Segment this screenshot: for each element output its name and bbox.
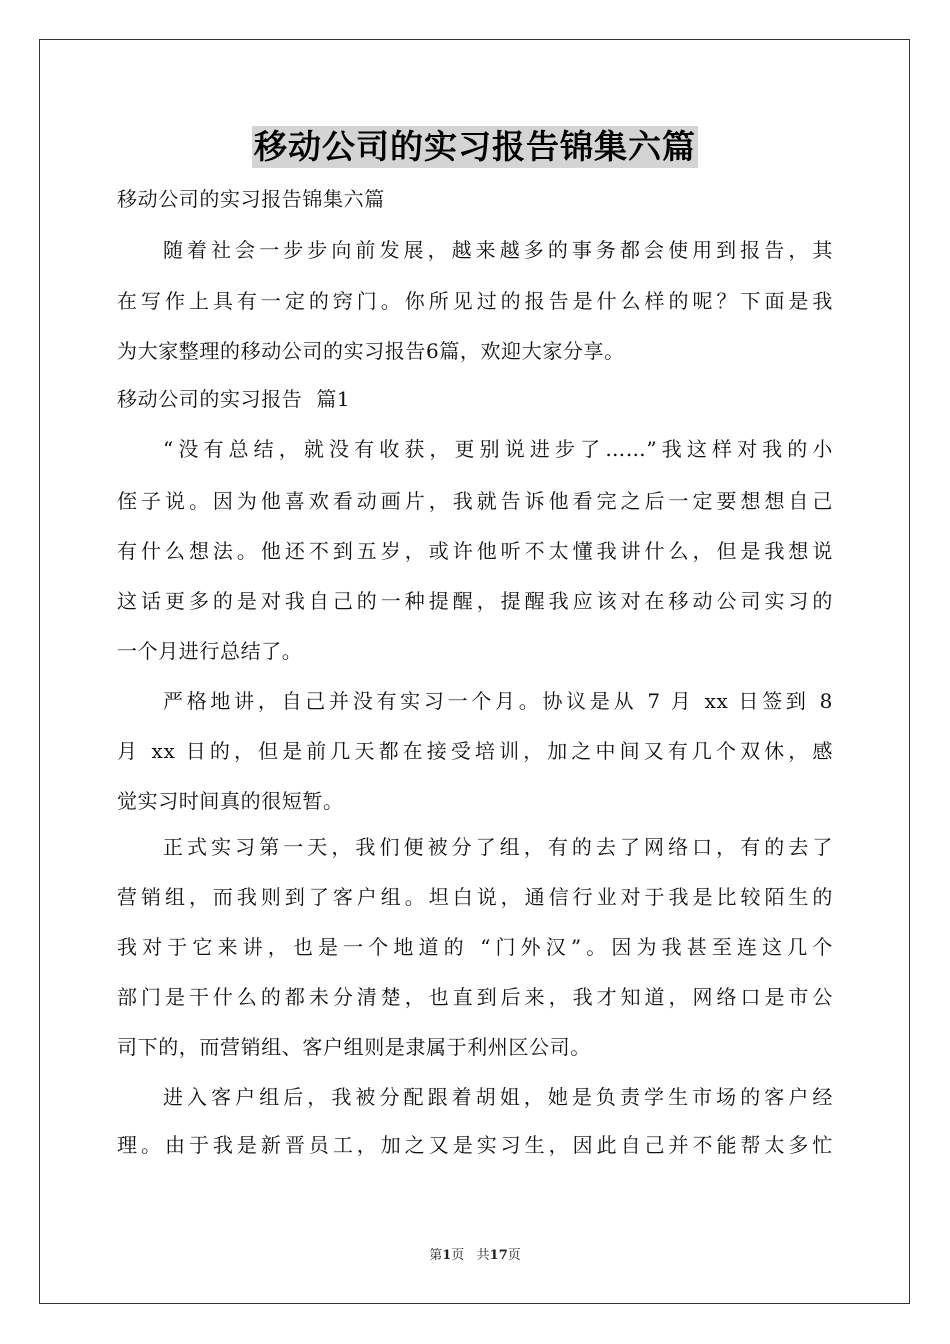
subtitle-line: 移动公司的实习报告锦集六篇 bbox=[117, 187, 385, 211]
page-footer bbox=[0, 1247, 950, 1265]
paragraph-line: 这话更多的是对我自己的一种提醒，提醒我应该对在移动公司实习的 bbox=[117, 589, 833, 613]
paragraph-line: 在写作上具有一定的窍门。你所见过的报告是什么样的呢？下面是我 bbox=[117, 289, 833, 313]
paragraph-line: 进入客户组后，我被分配跟着胡姐，她是负责学生市场的客户经 bbox=[163, 1085, 833, 1109]
section-heading: 移动公司的实习报告 篇1 bbox=[117, 387, 351, 411]
paragraph-line: 一个月进行总结了。 bbox=[117, 639, 303, 663]
paragraph-line: 严格地讲，自己并没有实习一个月。协议是从 7 月 xx 日签到 8 bbox=[163, 689, 833, 713]
paragraph-line: 随着社会一步步向前发展，越来越多的事务都会使用到报告，其 bbox=[163, 238, 833, 262]
paragraph-line: 有什么想法。他还不到五岁，或许他听不太懂我讲什么，但是我想说 bbox=[117, 539, 833, 563]
title-container bbox=[0, 126, 950, 168]
page-border bbox=[39, 39, 910, 1304]
paragraph-line: 理。由于我是新晋员工，加之又是实习生，因此自己并不能帮太多忙 bbox=[117, 1133, 833, 1157]
paragraph-line: 正式实习第一天，我们便被分了组，有的去了网络口，有的去了 bbox=[163, 835, 833, 859]
footer-total-pages: 17 bbox=[489, 1248, 508, 1263]
footer-page-number: 1 bbox=[442, 1248, 452, 1263]
paragraph-line: 觉实习时间真的很短暂。 bbox=[117, 789, 344, 813]
paragraph-line: 月 xx 日的，但是前几天都在接受培训，加之中间又有几个双休，感 bbox=[117, 739, 833, 763]
paragraph-line: 我对于它来讲，也是一个地道的 “门外汉”。因为我甚至连这几个 bbox=[117, 935, 833, 959]
footer-page-mid: 页 共 bbox=[451, 1248, 490, 1263]
paragraph-line: 司下的，而营销组、客户组则是隶属于利州区公司。 bbox=[117, 1035, 591, 1059]
document-title: 移动公司的实习报告锦集六篇 bbox=[254, 127, 696, 166]
paragraph-line: 部门是干什么的都未分清楚，也直到后来，我才知道，网络口是市公 bbox=[117, 985, 833, 1009]
paragraph-line: “没有总结，就没有收获，更别说进步了……”我这样对我的小 bbox=[163, 437, 833, 461]
paragraph-line: 侄子说。因为他喜欢看动画片，我就告诉他看完之后一定要想想自己 bbox=[117, 489, 833, 513]
footer-page-prefix: 第 bbox=[429, 1248, 443, 1263]
paragraph-line: 为大家整理的移动公司的实习报告6篇，欢迎大家分享。 bbox=[117, 339, 625, 363]
footer-page-suffix: 页 bbox=[507, 1248, 521, 1263]
paragraph-line: 营销组，而我则到了客户组。坦白说，通信行业对于我是比较陌生的 bbox=[117, 885, 833, 909]
